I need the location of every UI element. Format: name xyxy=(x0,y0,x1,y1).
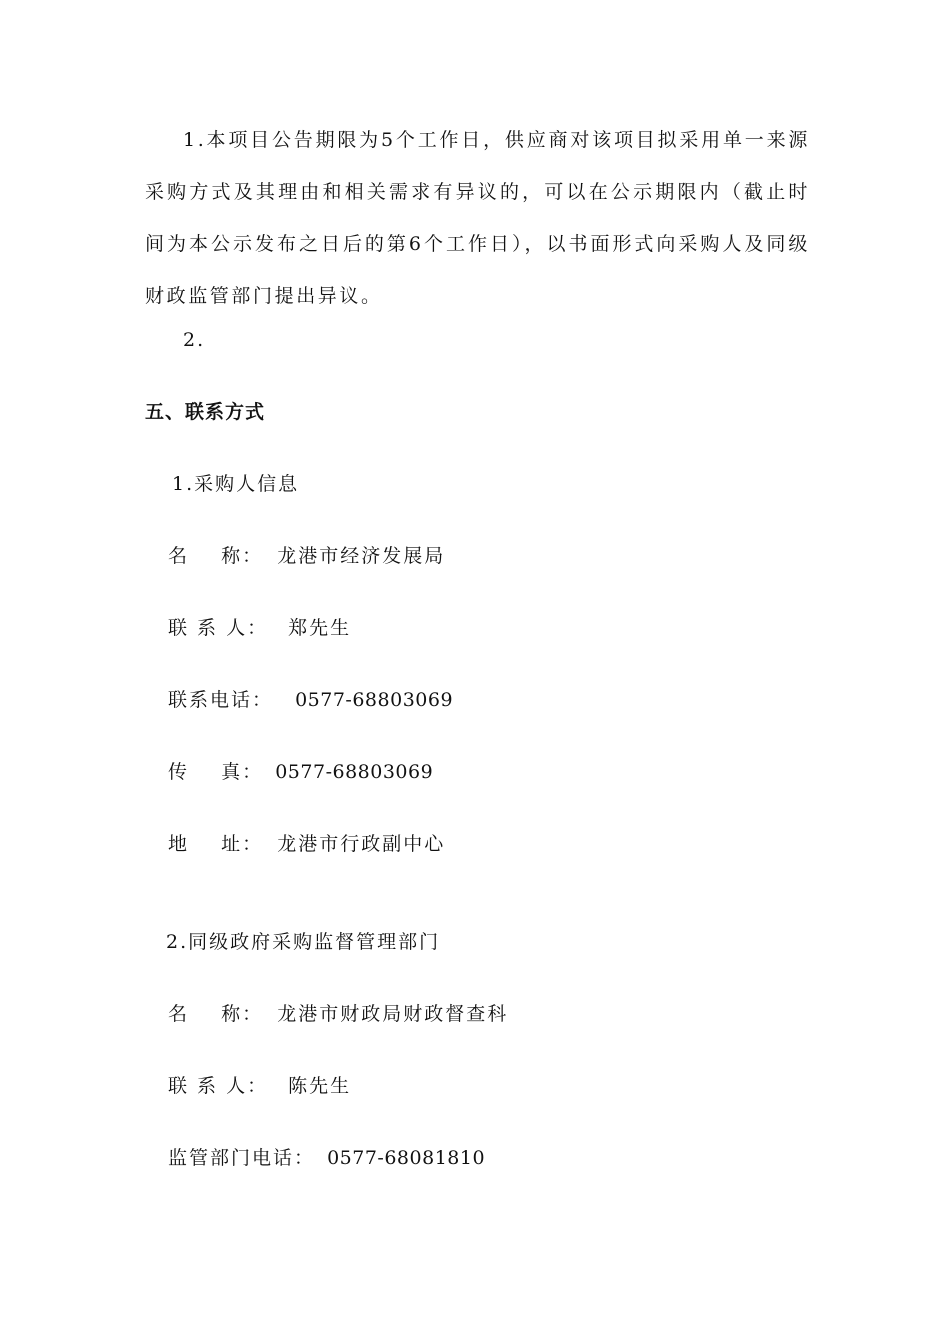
supervisor-phone-row xyxy=(168,1146,485,1170)
objection-paragraph: 1.本项目公告期限为5个工作日，供应商对该项目拟采用单一来源采购方式及其理由和相关需求有异议的，可以在公示期限内（截止时间为本公示发布之日后的第6个工作日），以书面形式向采购人及同级财政监管部门提出异议。 xyxy=(145,129,810,307)
section-heading-contact: 五、联系方式 xyxy=(145,401,266,423)
supervisor-phone-value: 0577-68081810 xyxy=(327,1147,486,1169)
purchaser-fax-label: 传 真： xyxy=(168,761,264,783)
supervisor-person-label: 联 系 人： xyxy=(168,1075,269,1097)
supervisor-name-label: 名 称： xyxy=(168,1003,264,1025)
purchaser-fax-value: 0577-68803069 xyxy=(275,761,434,783)
purchaser-address-value: 龙港市行政副中心 xyxy=(277,833,446,855)
purchaser-person-label: 联 系 人： xyxy=(168,617,269,639)
purchaser-person-row xyxy=(168,616,351,640)
supervisor-name-row xyxy=(168,1002,508,1026)
purchaser-fax-row xyxy=(168,760,433,784)
purchaser-person-value: 郑先生 xyxy=(288,617,352,639)
purchaser-phone-label: 联系电话： xyxy=(168,689,274,711)
supervisor-title: 2.同级政府采购监督管理部门 xyxy=(166,931,441,953)
purchaser-name-label: 名 称： xyxy=(168,545,264,567)
purchaser-name-row xyxy=(168,544,445,568)
supervisor-person-row xyxy=(168,1074,351,1098)
purchaser-name-value: 龙港市经济发展局 xyxy=(277,545,446,567)
purchaser-title: 1.采购人信息 xyxy=(172,473,300,495)
purchaser-phone-row xyxy=(168,688,453,712)
supervisor-name-value: 龙港市财政局财政督查科 xyxy=(277,1003,509,1025)
purchaser-phone-value: 0577-68803069 xyxy=(295,689,454,711)
purchaser-address-row xyxy=(168,832,445,856)
objection-item-2: 2. xyxy=(183,329,206,351)
supervisor-phone-label: 监管部门电话： xyxy=(168,1147,316,1169)
supervisor-person-value: 陈先生 xyxy=(288,1075,352,1097)
purchaser-address-label: 地 址： xyxy=(168,833,264,855)
